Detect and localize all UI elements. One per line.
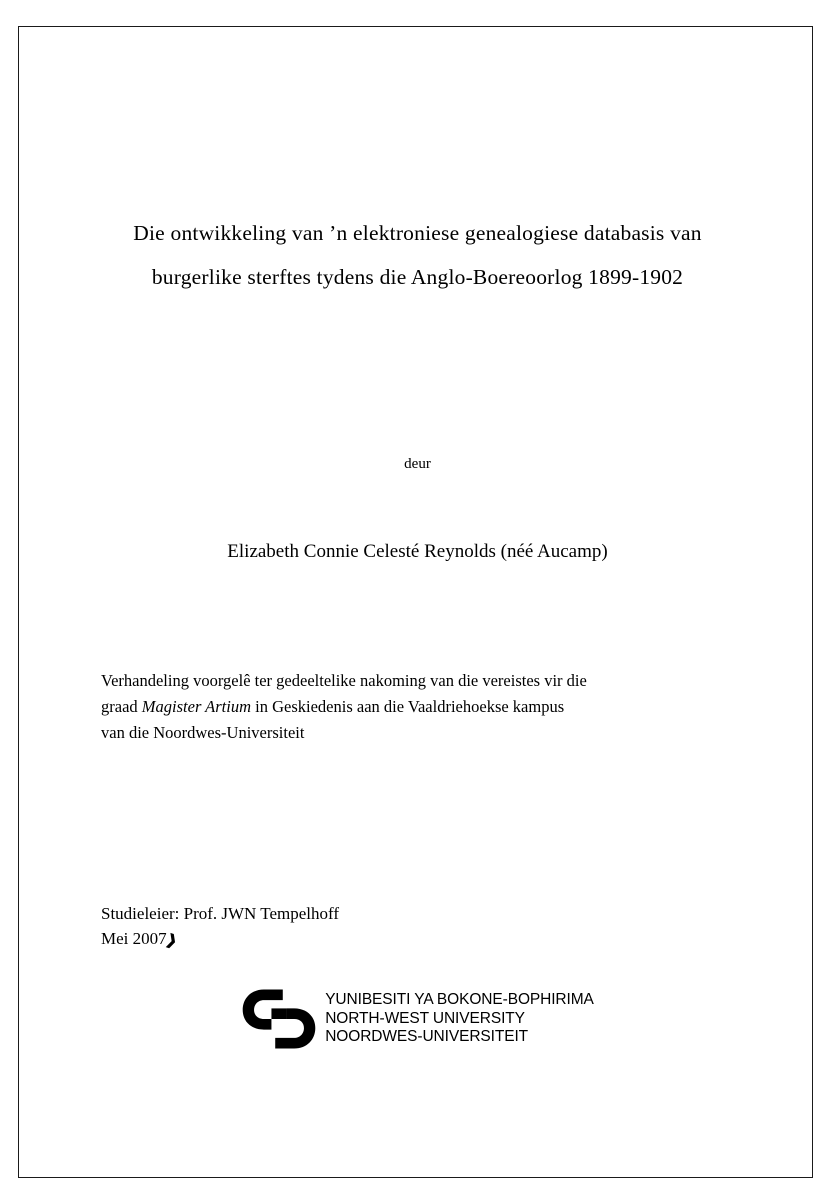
- title-line-1: Die ontwikkeling van ’n elektroniese genealogiese databasis van: [133, 221, 702, 245]
- date-line: [101, 926, 179, 953]
- statement-line-2-post: in Geskiedenis aan die Vaaldriehoekse kampus: [251, 697, 565, 716]
- logo-line-3: NOORDWES-UNIVERSITEIT: [325, 1028, 529, 1046]
- logo-line-2: NORTH-WEST UNIVERSITY: [325, 1009, 525, 1027]
- handwritten-date-mark: ❱: [162, 931, 180, 951]
- supervisor-line: Studieleier: Prof. JWN Tempelhoff: [101, 904, 340, 923]
- page-title: [95, 211, 740, 299]
- degree-name: Magister Artium: [141, 697, 252, 716]
- logo-line-1: YUNIBESITI YA BOKONE-BOPHIRIMA: [325, 991, 594, 1009]
- statement-line-3: van die Noordwes-Universiteit: [101, 723, 305, 742]
- title-line-2: burgerlike sterftes tydens die Anglo-Boereoorlog 1899-1902: [151, 265, 684, 289]
- north-west-university-logo-icon: [241, 988, 317, 1050]
- page-content: [95, 26, 740, 1178]
- statement-line-2: [101, 694, 729, 720]
- supervisor-block: [101, 901, 601, 953]
- statement-line-1: Verhandeling voorgelê ter gedeeltelike nakoming van die vereistes vir die: [101, 671, 587, 690]
- by-label: deur: [404, 456, 431, 472]
- date-text: Mei 2007: [101, 929, 167, 948]
- statement-line-2-pre: graad: [101, 697, 142, 716]
- university-logo: [95, 988, 740, 1050]
- university-logo-text: [325, 991, 594, 1047]
- degree-statement: [101, 668, 729, 746]
- author-name: Elizabeth Connie Celesté Reynolds (néé Aucamp): [227, 541, 608, 562]
